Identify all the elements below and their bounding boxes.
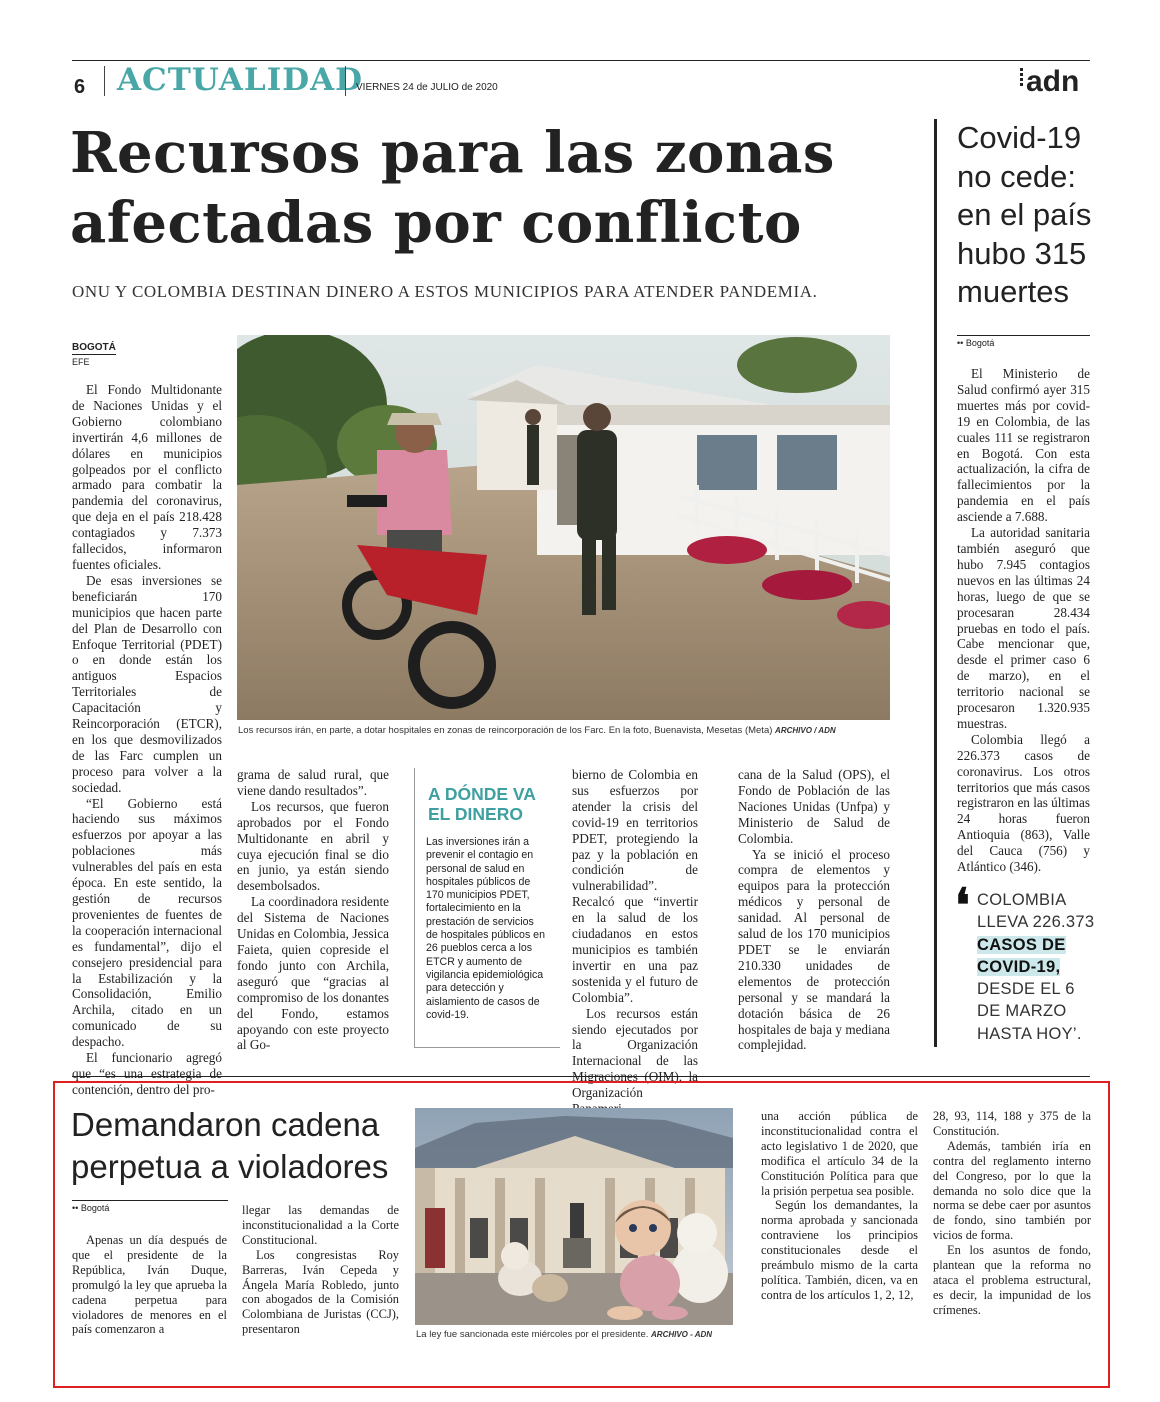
paragraph: Colombia llegó a 226.373 casos de coronavirus. Los otros territorios que más casos registraron en las últimas 24 horas fueron Antioquia (863), Valle del Cauca (756) y Atlántico (346).	[957, 731, 1090, 875]
section-title: ACTUALIDAD	[117, 62, 364, 98]
paragraph: Los recursos están siendo ejecutados por la Organización Internacional de las Migraciones (OIM), la Organización	[572, 1005, 698, 1101]
agency-credit: EFE	[72, 357, 90, 367]
paragraph: Según los demandantes, la norma aprobada y sancionada contraviene los principios constitucionales desde el preámbulo mismo de la carta política. También, dicen, va en contra de los artículos 1, 2, 12,	[761, 1198, 918, 1302]
paragraph: una acción pública de inconstitucionalidad contra el acto legislativo 1 de 2020, que modifica el artículo 34 de la Constitución Política para que la prisión perpetua sea posible.	[761, 1109, 918, 1198]
adn-logo	[1020, 62, 1092, 96]
bottom-divider	[72, 1200, 228, 1201]
paragraph: De esas inversiones se beneficiarán 170 municipios que hacen parte del Plan de Desarrollo con Enfoque Territorial (PDET) o en donde están los antiguos Espacios Territoriales de Capacitación y Reincorporación (ETCR), en los que desmovilizados de las Farc cumplen un proceso para volver a la sociedad.	[72, 572, 222, 795]
dateline-text: Bogotá	[965, 338, 995, 348]
inset-body: Las inversiones irán a prevenir el contagio en personal de salud en hospitales públicos de 170 municipios PDET, fortalecimiento en la prestación de servicios de hospitales públicos en 26 pueblos cerca a los ETCR y aumento de vigilancia epidemiológica para detección y aislamiento de casos de covid-19.	[426, 836, 545, 1021]
paragraph: grama de salud rural, que viene dando resultados”.	[237, 767, 389, 798]
paragraph: La coordinadora residente del Sistema de Naciones Unidas en Colombia, Jessica Faieta, quien copreside el fondo junto con Archila, aseguró que “gracias al compromiso de los donantes del Fondo, estamos apoyando con este proyecto al Go-	[237, 894, 389, 1053]
header-rule	[72, 60, 1090, 61]
photo-credit: ARCHIVO / ADN	[775, 726, 836, 735]
bottom-photo	[415, 1108, 733, 1325]
caption-text: Los recursos irán, en parte, a dotar hospitales en zonas de reincorporación de los Farc. En la foto, Buenavista, Mesetas (Meta)	[238, 725, 773, 736]
paragraph: La autoridad sanitaria también aseguró que hubo 7.945 contagios nuevos en las últimas 24 horas, luego de que se procesaran 28.434 pruebas en todo el país. Cabe mencionar que, desde el primer caso 6 de marzo), en el territorio nacional se procesaron 1.320.935 muestras.	[957, 525, 1090, 731]
paragraph: “El Gobierno está haciendo sus máximos esfuerzos por apoyar a las poblaciones más vulnerables del país en esta época. En este sentido, la gestión de recursos provenientes de fuentes de la cooperación internacional es fundamental”, dijo el consejero presidencial para la Estabilización y la Consolidación, Emilio Archila, citado en un comunicado de su despacho.	[72, 795, 222, 1050]
headline-line: Recursos para las zonas	[70, 120, 835, 186]
inset-title-line: A DÓNDE VA	[428, 784, 536, 804]
bottom-column-3	[761, 1109, 918, 1303]
sidebar-title-line: hubo 315	[957, 235, 1087, 271]
sidebar-divider	[957, 335, 1090, 336]
dateline-block	[72, 337, 116, 367]
paragraph: Los recursos, que fueron aprobados por el Fondo Multidonante en abril y cuya ejecución final se dio en junio, ya están siendo desembolsados.	[237, 798, 389, 894]
logo-text: adn	[1026, 65, 1080, 96]
article-column-4	[738, 767, 890, 1053]
quote-highlight: CASOS DE	[977, 935, 1066, 954]
bottom-column-1	[72, 1233, 227, 1337]
section-divider	[72, 1076, 1090, 1077]
article-column-2	[237, 767, 389, 1053]
paragraph: bierno de Colombia en sus esfuerzos por atender la crisis del covid-19 en territorios PDET, protegiendo la paz y la población en condición de vulnerabilidad”. Recalcó que “invertir en la salud de los ciudadanos en estos municipios es también invertir en una paz sostenida y el futuro de Colombia”.	[572, 767, 698, 1005]
main-headline	[70, 118, 930, 258]
sidebar-dateline: •• Bogotá	[957, 338, 995, 348]
quote-line: HASTA HOY’.	[977, 1024, 1082, 1043]
photo-credit: ARCHIVO - ADN	[651, 1330, 713, 1339]
header-separator	[104, 66, 105, 96]
paragraph: Los congresistas Roy Barreras, Iván Cepeda y Ángela María Robledo, junto con abogados de la Comisión Colombiana de Juristas (CCJ), presentaron	[242, 1247, 399, 1337]
paragraph: El Fondo Multidonante de Naciones Unidas y el Gobierno colombiano invertirán 4,6 millones de dólares en municipios golpeados por el conflicto armado para combatir la pandemia del coronavirus, que deja en el país 218.428 contagiados y 7.373 fallecidos, informaron fuentes oficiales.	[72, 382, 222, 572]
sidebar-rule	[934, 119, 937, 1047]
dateline: BOGOTÁ	[72, 342, 116, 353]
quote-line: DE MARZO	[977, 1002, 1067, 1021]
bottom-column-4	[933, 1109, 1091, 1318]
article-column-1	[72, 382, 222, 1098]
bottom-photo-caption	[416, 1329, 712, 1340]
subheadline: ONU Y COLOMBIA DESTINAN DINERO A ESTOS MUNICIPIOS PARA ATENDER PANDEMIA.	[72, 282, 818, 301]
sidebar-title-line: muertes	[957, 274, 1069, 309]
sidebar-title-line: Covid-19	[957, 120, 1082, 155]
paragraph: En los asuntos de fondo, plantean que la reforma no ataca el problema estructural, es decir, la impunidad de los crímenes.	[933, 1243, 1091, 1317]
headline-line: Demandaron cadena	[71, 1106, 380, 1143]
main-photo	[237, 335, 890, 720]
sidebar-title-line: no cede:	[957, 158, 1076, 194]
bottom-dateline: •• Bogotá	[72, 1203, 110, 1213]
article-column-3	[572, 767, 698, 1117]
bottom-headline	[71, 1104, 388, 1187]
sidebar-body	[957, 366, 1090, 875]
quote-highlight: COVID-19,	[977, 957, 1061, 976]
pull-quote	[977, 889, 1095, 1045]
inset-title-line: EL DINERO	[428, 804, 523, 824]
paragraph: Apenas un día después de que el presidente de la República, Iván Duque, promulgó la ley que aprueba la cadena perpetua para violadores de menores en el país comenzaron a	[72, 1233, 227, 1337]
paragraph: llegar las demandas de inconstitucionalidad a la Corte Constitucional.	[242, 1203, 399, 1247]
paragraph: 28, 93, 114, 188 y 375 de la Constitución.	[933, 1109, 1091, 1138]
quote-line: LLEVA 226.373	[977, 913, 1095, 932]
quote-mark-icon: ❛	[955, 878, 970, 932]
sidebar-title	[957, 119, 1091, 312]
paragraph: El Ministerio de Salud confirmó ayer 315 muertes más por covid-19 en Colombia, de las cuales 111 se registraron en Bogotá. Con esta actualización, la cifra de fallecimientos por la pandemia en el país asciende a 7.688.	[957, 366, 1090, 525]
caption-text: La ley fue sancionada este miércoles por el presidente.	[416, 1329, 649, 1340]
page-number: 6	[74, 76, 86, 98]
paragraph: El funcionario agregó que “es una estrategia de contención, dentro del pro-	[72, 1050, 222, 1097]
bottom-column-2	[242, 1203, 399, 1337]
inset-title	[428, 784, 536, 824]
quote-line: COLOMBIA	[977, 891, 1067, 909]
paragraph: Además, también iría en contra del reglamento interno del Congreso, por lo que la demanda no solo dice que la norma se debe caer por asuntos de fondo, sino también por vicios de forma.	[933, 1138, 1091, 1243]
issue-date: VIERNES 24 de JULIO de 2020	[356, 82, 498, 93]
paragraph: cana de la Salud (OPS), el Fondo de Población de las Naciones Unidas (Unfpa) y Ministerio de Salud de Colombia.	[738, 767, 890, 846]
photo-caption	[238, 725, 898, 736]
quote-line: DESDE EL 6	[977, 980, 1075, 999]
header-separator	[345, 66, 346, 96]
headline-line: perpetua a violadores	[71, 1147, 389, 1185]
dateline-text: Bogotá	[80, 1203, 110, 1213]
sidebar-title-line: en el país	[957, 197, 1092, 232]
paragraph: Ya se inició el proceso compra de elementos y equipos para la protección médicos y personal de sanidad. Al personal de salud de los 170 municipios PDET se le enviarán 210.330 unidades de elementos de protección personal y se mandará la dotación básica de 26 hospitales de baja y mediana complejidad.	[738, 846, 890, 1053]
headline-line: afectadas por conflicto	[70, 190, 802, 256]
